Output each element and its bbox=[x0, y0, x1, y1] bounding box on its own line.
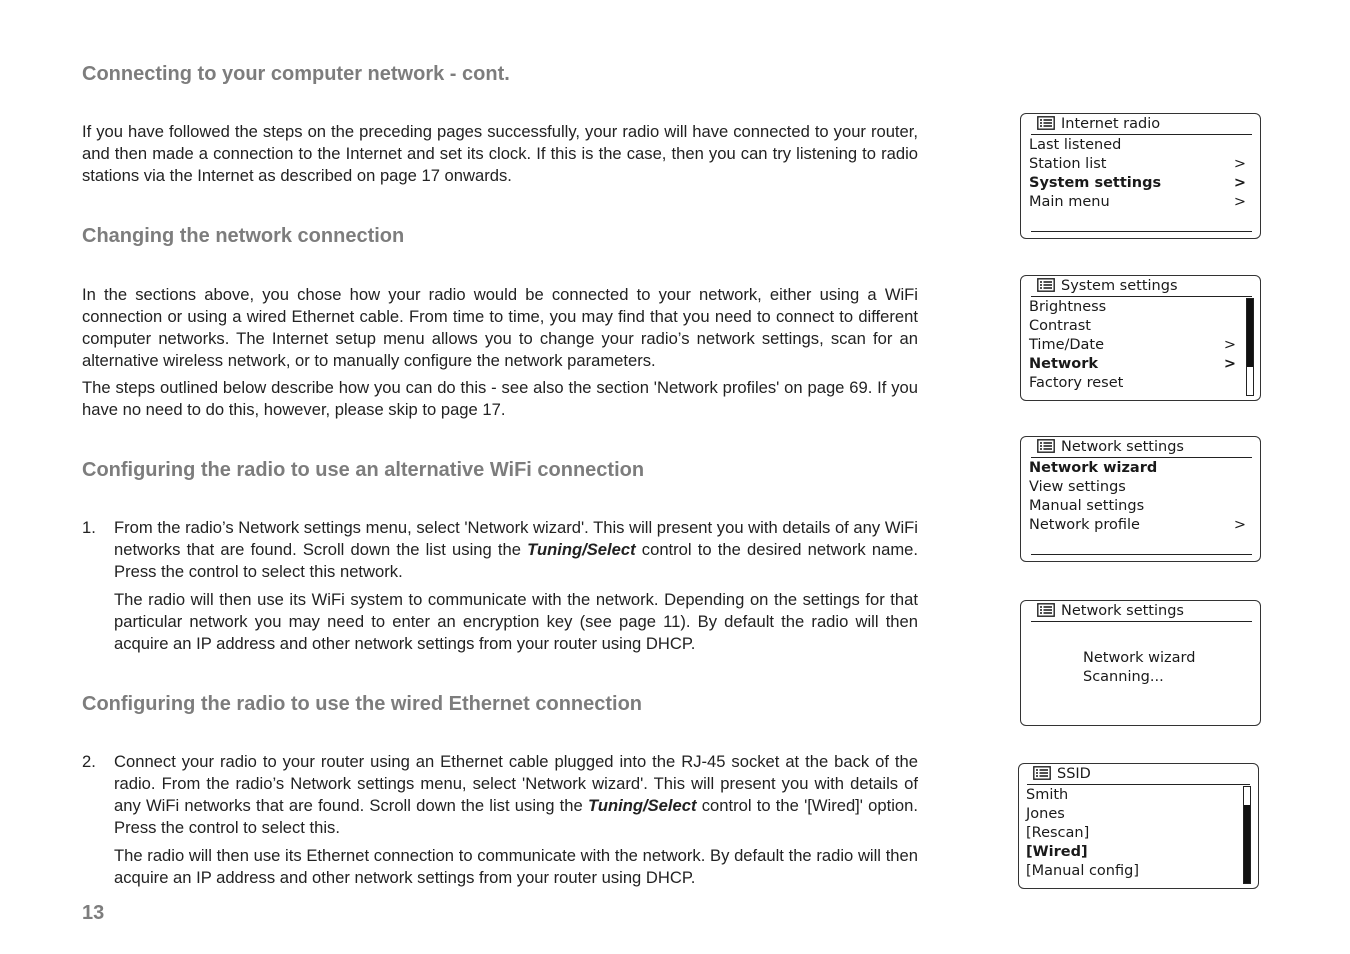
lcd-scrollbar bbox=[1243, 786, 1251, 884]
lcd-scrollbar-thumb bbox=[1244, 805, 1250, 883]
lcd-title-bar: SSID bbox=[1027, 765, 1250, 785]
chevron-right-icon: > bbox=[1233, 156, 1246, 172]
page-number: 13 bbox=[82, 902, 105, 924]
lcd-divider bbox=[1031, 231, 1252, 232]
section-heading-ethernet-connection: Configuring the radio to use the wired Ethernet connection bbox=[82, 693, 643, 715]
lcd-title-bar: System settings bbox=[1031, 277, 1252, 297]
lcd-scrollbar bbox=[1246, 298, 1254, 396]
lcd-menu-item-manual-settings: Manual settings bbox=[1029, 498, 1145, 514]
lcd-title-bar: Network settings bbox=[1031, 438, 1252, 458]
step-number: 2. bbox=[82, 752, 96, 771]
lcd-screen-network-scanning bbox=[1020, 600, 1261, 726]
lcd-list-item-jones: Jones bbox=[1026, 806, 1065, 822]
lcd-list-item-rescan: [Rescan] bbox=[1026, 825, 1090, 841]
lcd-menu-item-contrast: Contrast bbox=[1029, 318, 1091, 334]
lcd-menu-item-brightness: Brightness bbox=[1029, 299, 1107, 315]
lcd-menu-item-station-list: Station list > bbox=[1029, 156, 1246, 172]
step-number: 1. bbox=[82, 518, 96, 537]
menu-list-icon bbox=[1037, 603, 1055, 617]
chevron-right-icon: > bbox=[1233, 517, 1246, 533]
lcd-screen-system-settings bbox=[1020, 275, 1261, 401]
control-name: Tuning/Select bbox=[587, 796, 697, 815]
menu-list-icon bbox=[1033, 766, 1051, 780]
lcd-list-item-smith: Smith bbox=[1026, 787, 1069, 803]
intro-paragraph: If you have followed the steps on the preceding pages successfully, your radio will have connected to your router, and then made a connection to the Internet and set its clock. If this is the case, then you can try listening to radio stations via the Internet as described on page 17 onwards. bbox=[82, 122, 918, 185]
lcd-screen-internet-radio bbox=[1020, 113, 1261, 239]
chevron-right-icon: > bbox=[1233, 175, 1246, 191]
control-name: Tuning/Select bbox=[527, 540, 636, 559]
network-change-paragraph: In the sections above, you chose how your radio would be connected to your network, either using a WiFi connection or using a wired Ethernet cable. From time to time, you may find that you need to connect to different computer networks. The Internet setup menu allows you to change your radio’s network settings, scan for an alternative wireless network, or to manually configure the network parameters. bbox=[82, 285, 918, 370]
section-heading-wifi-connection: Configuring the radio to use an alternative WiFi connection bbox=[82, 459, 645, 481]
chevron-right-icon: > bbox=[1223, 356, 1236, 372]
menu-list-icon bbox=[1037, 116, 1055, 130]
section-heading-changing-network: Changing the network connection bbox=[82, 225, 405, 247]
menu-list-icon bbox=[1037, 278, 1055, 292]
step-2-text: Connect your radio to your router using an Ethernet cable plugged into the RJ-45 socket at the back of the radio. From the radio’s Network settings menu, select 'Network wizard'. This will present you with details of any WiFi networks that are found. Scroll down the list using the Tuning/Select control to the '[Wired]' option. Press the control to select this. bbox=[114, 752, 918, 837]
step-2-followup: The radio will then use its Ethernet connection to communicate with the network. By default the radio will then acquire an IP address and other network settings from your router using DHCP. bbox=[114, 846, 918, 887]
lcd-title-bar: Internet radio bbox=[1031, 115, 1252, 135]
lcd-scrollbar-thumb bbox=[1247, 299, 1253, 367]
lcd-menu-item-network-profile: Network profile > bbox=[1029, 517, 1246, 533]
steps-outline-paragraph: The steps outlined below describe how you can do this - see also the section 'Network profiles' on page 69. If you have no need to do this, however, please skip to page 17. bbox=[82, 378, 918, 419]
step-1-followup: The radio will then use its WiFi system to communicate with the network. Depending on the settings for that particular network you may need to enter an encryption key (see page 11). By default the radio will then acquire an IP address and other network settings from your router using DHCP. bbox=[114, 590, 918, 653]
lcd-menu-item-time-date: Time/Date > bbox=[1029, 337, 1236, 353]
lcd-status-line: Network wizard bbox=[1083, 650, 1196, 666]
chevron-right-icon: > bbox=[1233, 194, 1246, 210]
lcd-menu-item-factory-reset: Factory reset bbox=[1029, 375, 1124, 391]
lcd-screen-ssid bbox=[1018, 763, 1259, 889]
menu-list-icon bbox=[1037, 439, 1055, 453]
lcd-menu-item-last-listened: Last listened bbox=[1029, 137, 1122, 153]
lcd-menu-item-view-settings: View settings bbox=[1029, 479, 1126, 495]
chevron-right-icon: > bbox=[1223, 337, 1236, 353]
step-1-text: From the radio’s Network settings menu, select 'Network wizard'. This will present you with details of any WiFi networks that are found. Scroll down the list using the Tuning/Select control to the desired network name. Press the control to select this network. bbox=[114, 518, 918, 581]
lcd-list-item-wired: [Wired] bbox=[1026, 844, 1088, 860]
lcd-menu-item-main-menu: Main menu > bbox=[1029, 194, 1246, 210]
lcd-menu-item-network: Network > bbox=[1029, 356, 1236, 372]
lcd-menu-item-system-settings: System settings > bbox=[1029, 175, 1246, 191]
lcd-list-item-manual-config: [Manual config] bbox=[1026, 863, 1139, 879]
lcd-screen-network-settings bbox=[1020, 436, 1261, 562]
lcd-status-line: Scanning... bbox=[1083, 669, 1164, 685]
lcd-title-bar: Network settings bbox=[1031, 602, 1252, 622]
lcd-divider bbox=[1031, 554, 1252, 555]
lcd-menu-item-network-wizard: Network wizard bbox=[1029, 460, 1158, 476]
page-title: Connecting to your computer network - cont. bbox=[82, 63, 510, 85]
